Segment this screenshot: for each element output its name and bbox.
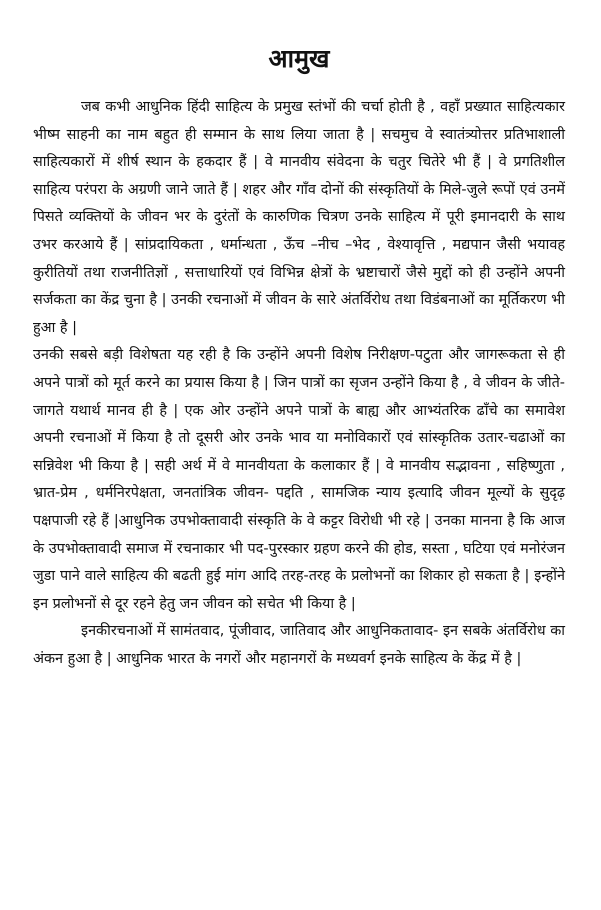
page-title: आमुख [268, 44, 330, 73]
paragraph-1: जब कभी आधुनिक हिंदी साहित्य के प्रमुख स्तंभों की चर्चा होती है , वहाँ प्रख्यात साहित्यकार भीष्म साहनी का नाम बहुत ही सम्मान के साथ लिया जाता है | सचमुच वे स्वातंत्र्योत्तर प्रतिभाशाली साहित्यकारों में शीर्ष स्थान के हकदार हैं | वे मानवीय संवेदना के चतुर चितेरे भी हैं | वे प्रगतिशील साहित्य परंपरा के अग्रणी जाने जाते हैं | शहर और गाँव दोनों की संस्कृतियों के मिले-जुले रूपों एवं उनमें पिसते व्यक्तियों के जीवन भर के दुरंतों के कारुणिक चित्रण उनके साहित्य में पूरी इमानदारी के साथ उभर करआये हैं | सांप्रदायिकता , धर्मान्धता , ऊँच –नीच –भेद , वेश्यावृत्ति , मद्यपान जैसी भयावह कुरीतियों तथा राजनीतिज्ञों , सत्ताधारियों एवं विभिन्न क्षेत्रों के भ्रष्टाचारों जैसे मुद्दों को ही उन्होंने अपनी सर्जकता का केंद्र चुना है | उनकी रचनाओं में जीवन के सारे अंतर्विरोध तथा विडंबनाओं का मूर्तिकरण भी हुआ है | [33, 99, 565, 336]
paragraph-2: उनकी सबसे बड़ी विशेषता यह रही है कि उन्होंने अपनी विशेष निरीक्षण-पटुता और जागरूकता से ही अपने पात्रों को मूर्त करने का प्रयास किया है | जिन पात्रों का सृजन उन्होंने किया है , वे जीवन के जीते-जागते यथार्थ मानव ही है | एक ओर उन्होंने अपने पात्रों के बाह्य और आभ्यंतरिक ढाँचे का समावेश अपनी रचनाओं में किया है तो दूसरी ओर उनके भाव या मनोविकारों एवं सांस्कृतिक उतार-चढाओं का सन्निवेश भी किया है | सही अर्थ में वे मानवीयता के कलाकार हैं | वे मानवीय सद्भावना , सहिष्णुता , भ्रात-प्रेम , धर्मनिरपेक्षता, जनतांत्रिक जीवन- पद्दति , सामजिक न्याय इत्यादि जीवन मूल्यों के सुदृढ़ पक्षपाजी रहे हैं |आधुनिक उपभोक्तावादी संस्कृति के वे कट्टर विरोधी भी रहे | उनका मानना है कि आज के उपभोक्तावादी समाज में रचनाकार भी पद-पुरस्कार ग्रहण करने की होड, सस्ता , घटिया एवं मनोरंजन जुडा पाने वाले साहित्य की बढती हुई मांग आदि तरह-तरह के प्रलोभनों का शिकार हो सकता है | इन्होंने इन प्रलोभनों से दूर रहने हेतु जन जीवन को सचेत भी किया है | [33, 347, 565, 612]
paragraph-3: इनकीरचनाओं में सामंतवाद, पूंजीवाद, जातिवाद और आधुनिकतावाद- इन सबके अंतर्विरोध का अंकन हुआ है | आधुनिक भारत के नगरों और महानगरों के मध्यवर्ग इनके साहित्य के केंद्र में है | [33, 623, 565, 667]
